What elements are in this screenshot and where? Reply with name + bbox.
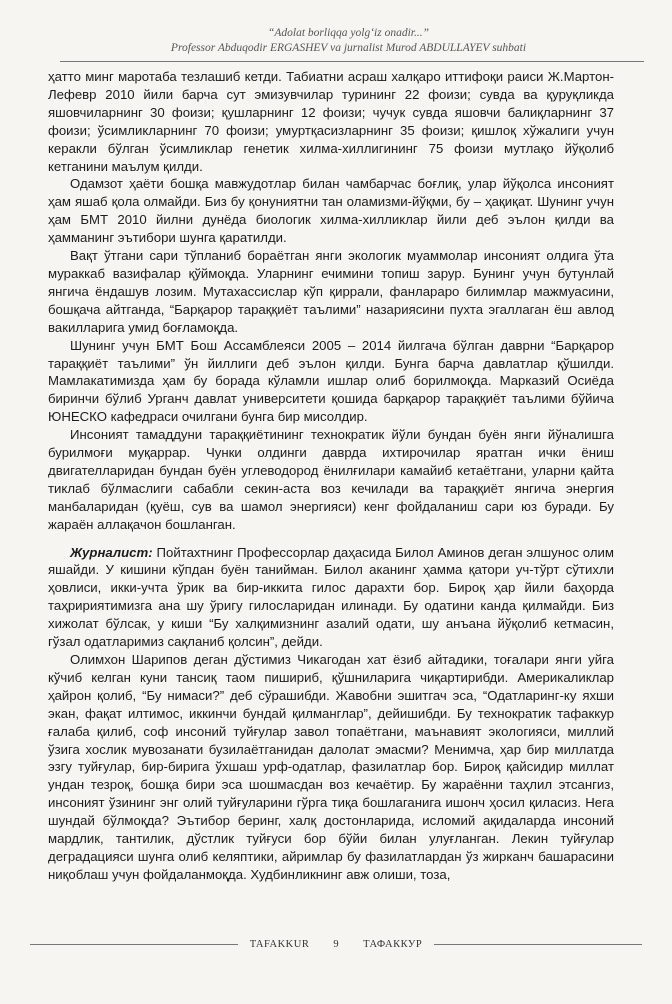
article-body [48, 68, 614, 884]
header-quote: “Adolat borliqqa yolg‘iz onadir...” [267, 27, 430, 39]
header-subtitle: Professor Abduqodir ERGASHEV va jurnalist Murod ABDULLAYEV suhbati [170, 42, 527, 54]
footer-rule-left [30, 944, 238, 945]
speaker-label: Журналист: [70, 544, 153, 560]
paragraph: Олимхон Шарипов деган дўстимиз Чикагодан хат ёзиб айтадики, тоғалари янги уйга кўчиб келган куни тансиқ таом пишириб, қўшниларига чиқартирибди. Америкаликлар ҳайрон қолиб, “Бу нимаси?” деб сўрашибди. Жавобни эшитгач эса, “Одатларинг-ку яхши экан, фақат илтимос, иккинчи бундай қилманглар”, дейишибди. Бу технократик тафаккур ғалаба қилиб, соф инсоний туйғулар завол топаётгани, маънавият экологияси, миллий ўзига хослик мувозанати бузилаётганидан далолат эмасми? Менимча, ҳар бир миллатда эзгу туйғулар, бир-бирига ўхшаш урф-одатлар, фазилатлар бор. Бироқ қайсидир миллат ундан тезроқ, бошқа бири эса шошмасдан воз кечаётир. Бу жараённи таҳлил этсангиз, инсоният ўзининг энг олий туйғуларини гўрга тиқа бошлаганига ишонч ҳосил қиласиз. Нега шундай бўлмоқда? Эътибор беринг, халқ достонларида, исломий ақидаларда инсоний мардлик, тантилик, дўстлик туйғуси бор бўйи билан улуғланган. Лекин туйғулар деградацияси шунга олиб келяптики, айримлар бу фазилатлардан ўз жирканч башарасини ниқоблаш учун фойдаланмоқда. Худбинликнинг авж олиши, тоза, [48, 652, 614, 882]
footer-rule-right [434, 944, 642, 945]
running-header [60, 26, 637, 55]
journalist-paragraph [48, 544, 614, 651]
header-divider [60, 61, 644, 62]
page-number: 9 [333, 938, 340, 950]
page-footer [30, 936, 642, 952]
paragraph: ҳатто минг маротаба тезлашиб кетди. Табиатни асраш халқаро иттифоқи раиси Ж.Мартон-Лефевр 2010 йили барча сут эмизувчилар турининг 22 фоизи; сувда ва қуруқликда яшовчиларнинг 30 фоизи; қушларнинг 12 фоизи; чучук сувда яшовчи балиқларнинг 37 фоизи; ўсимликларнинг 70 фоизи; умуртқасизларнинг 35 фоизи; қишлоқ хўжалиги учун керакли бўлган ўсимликлар генетик хилма-хиллигининг 75 фоизи мутлақо йўқолиб кетганини маълум қилди. [48, 69, 614, 174]
journalist-text: Пойтахтнинг Профессорлар даҳасида Билол Аминов деган элшунос олим яшайди. У кишини кўпдан буён танийман. Билол аканинг ҳамма қатори уч-тўрт сўтихли ҳовлиси, икки-учта ўрик ва бир-иккита гилос дарахти бор. Бироқ ҳар йили баҳорда таҳририятимизга ана шу ўригу гилосларидан илинади. Бу одатини канда қилмайди. Биз хижолат бўлсак, у киши “Бу халқимизнинг азалий одати, шу анъана йўқолиб кетмасин, гўзал одатларимиз сақланиб қолсин”, дейди. [48, 544, 614, 650]
paragraph: Вақт ўтгани сари тўпланиб бораётган янги экологик муаммолар инсоният олдига ўта мураккаб вазифалар қўймоқда. Уларнинг ечимини топиш зарур. Бунинг учун бутунлай янгича ёндашув лозим. Мутахассислар кўп қиррали, фанлараро билимлар мажмуасини, бошқача айтганда, “Барқарор тараққиёт таълими” назариясини пухта эгаллаган ёш авлод вакилларига умид боғламоқда. [48, 248, 614, 335]
paragraph: Инсоният тамаддуни тараққиётининг технократик йўли бундан буён янги йўналишга бурилмоғи муқаррар. Чунки олдинги даврда ихтирочилар яратган ички ёниш двигателларидан бундан буён углеводород ёнилғилари камайиб кетаётгани, уларни қайта тиклаб бўлмаслиги сабабли секин-аста воз кечилади ва тараққиёт янгича энергия манбаларидан (қуёш, сув ва шамол энергияси) кенг фойдаланиш сари юз буради. Бу жараён аллақачон бошланган. [48, 427, 614, 532]
footer-title-latin: TAFAKKUR [249, 938, 310, 950]
paragraph: Одамзот ҳаёти бошқа мавжудотлар билан чамбарчас боғлиқ, улар йўқолса инсоният ҳам яшаб қола олмайди. Биз бу қонуниятни тан оламизми-йўқми, бу – ҳақиқат. Шунинг учун ҳам БМТ 2010 йилни дунёда биологик хилма-хилликлар йили деб эълон қилди ва ҳамманинг эътибори шунга қаратилди. [48, 176, 614, 246]
paragraph: Шунинг учун БМТ Бош Ассамблеяси 2005 – 2014 йилгача бўлган даврни “Барқарор тараққиёт таълими” ўн йиллиги деб эълон қилди. Бунга барча давлатлар қўшилди. Мамлакатимизда ҳам бу борада кўламли ишлар олиб борилмоқда. Марказий Осиёда биринчи бўлиб Урганч давлат университети қошида барқарор тараққиёт таълими бўйича ЮНЕСКО кафедраси очилгани бунга бир мисолдир. [48, 337, 614, 425]
footer-title-cyrillic: ТАФАККУР [363, 938, 423, 950]
